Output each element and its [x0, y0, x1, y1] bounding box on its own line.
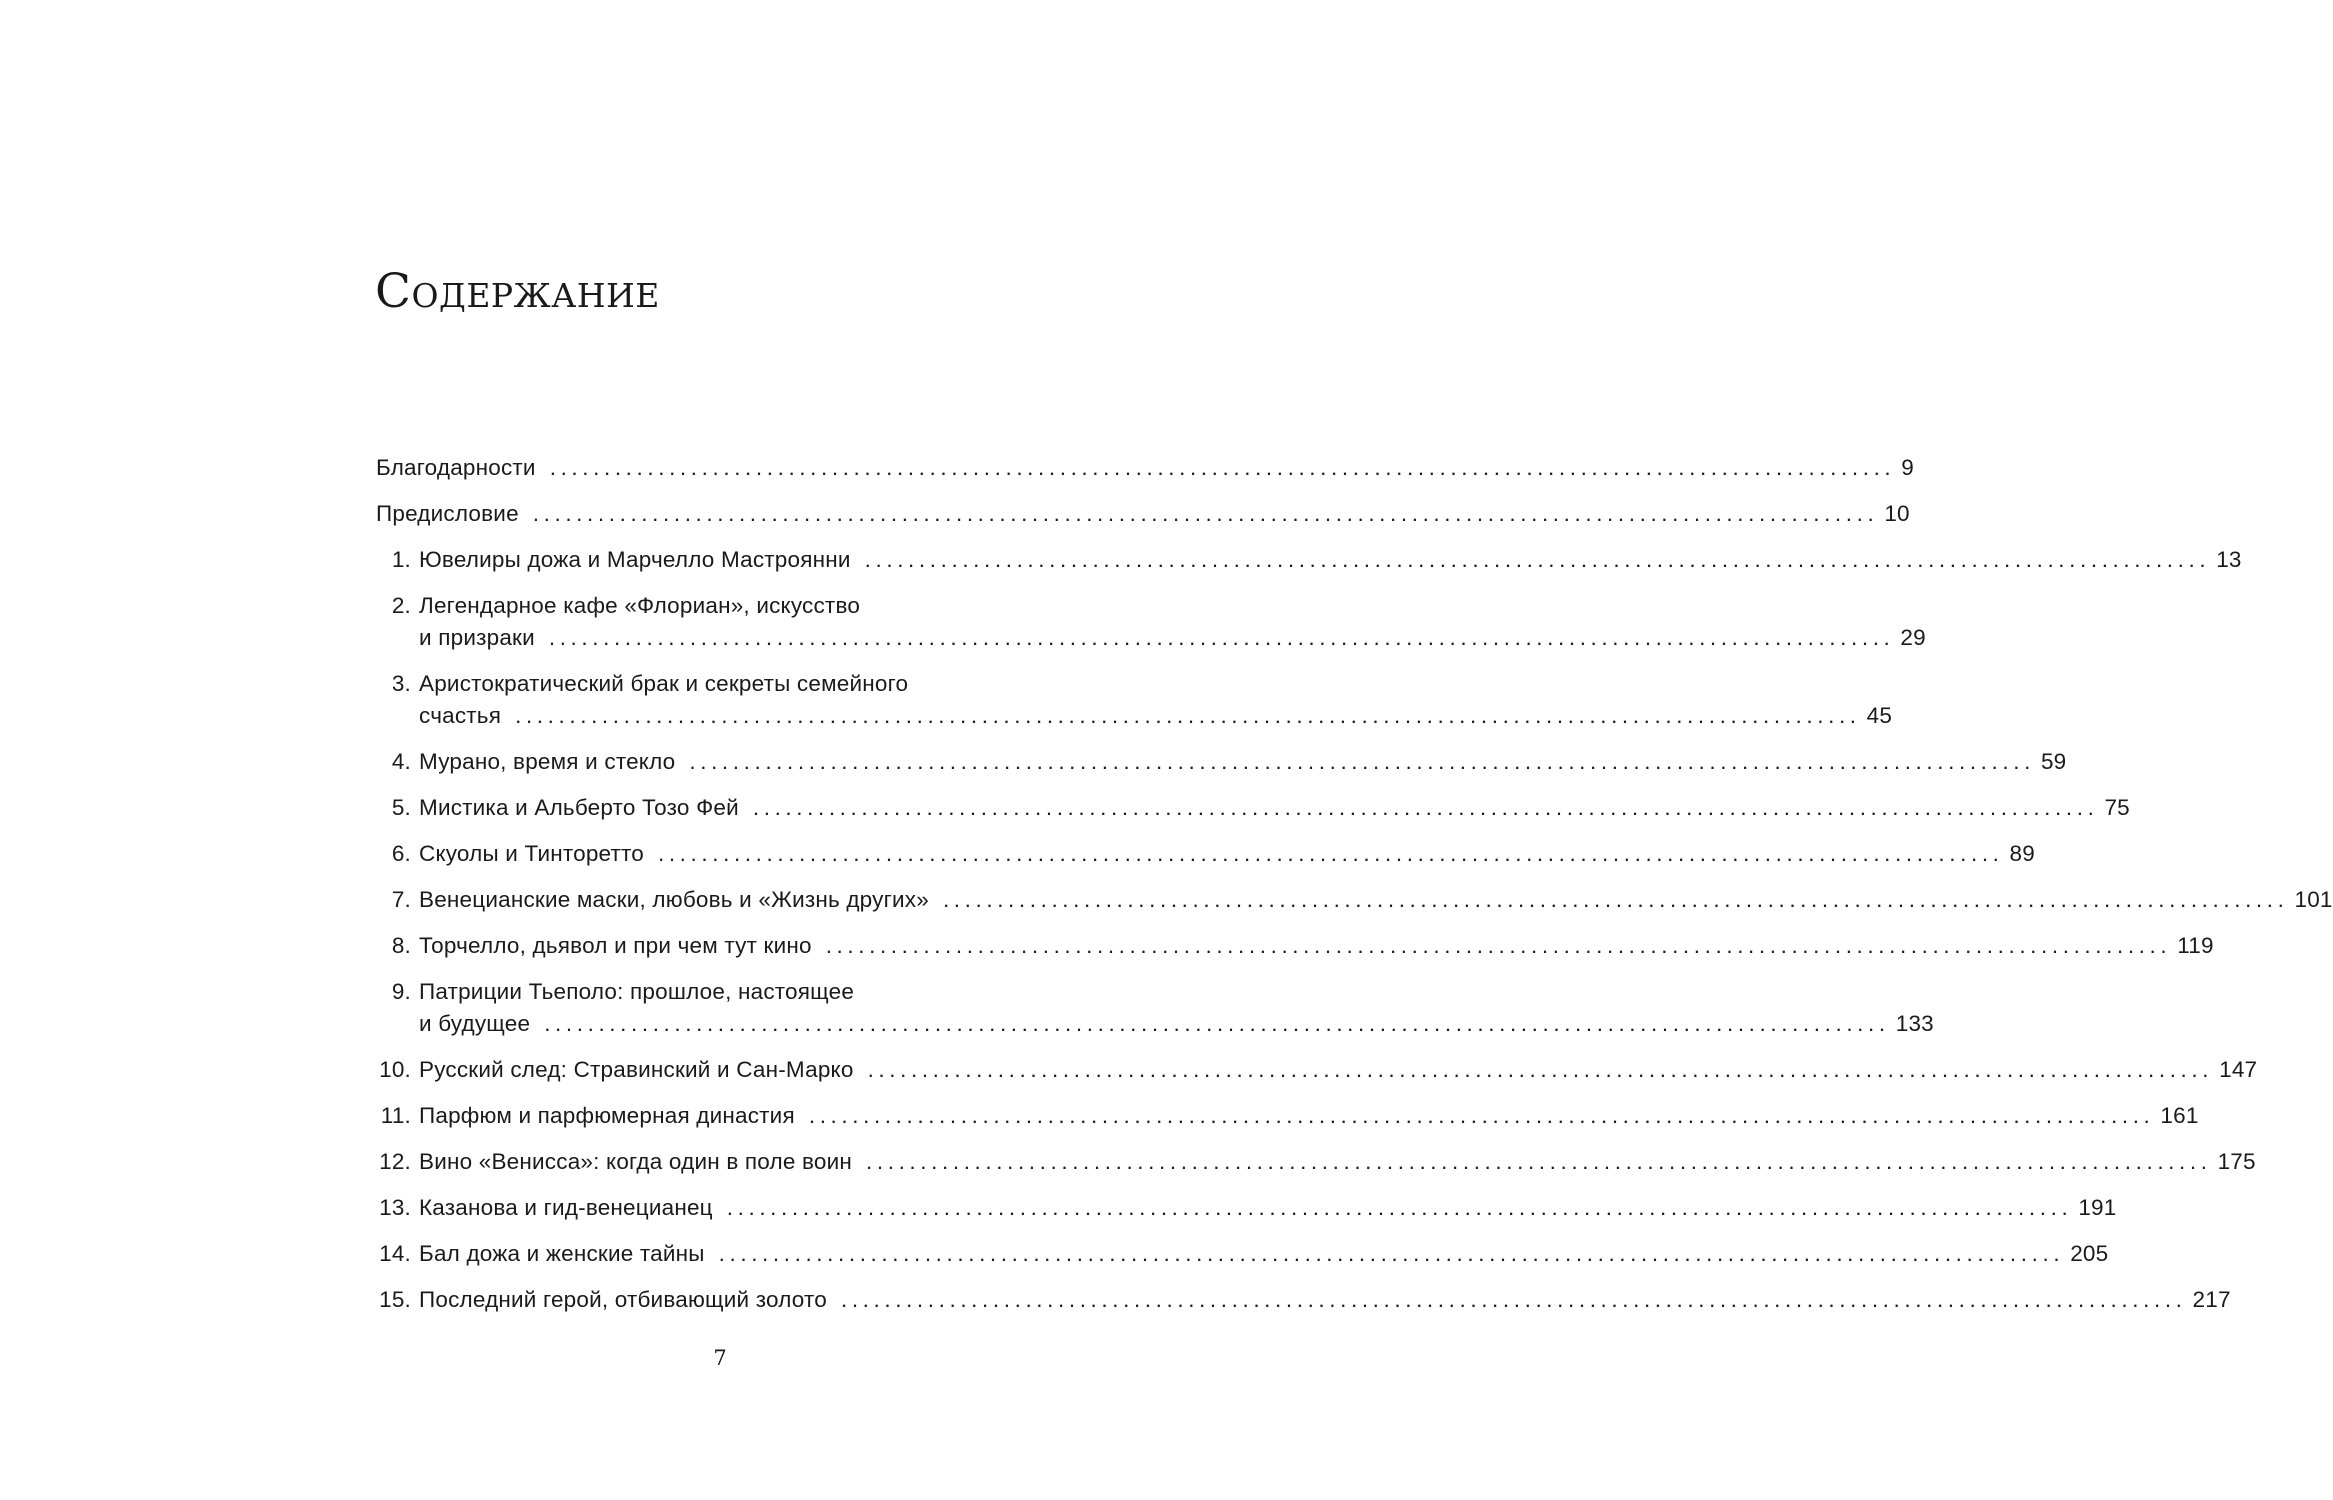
chapter-number: 5.: [391, 795, 411, 820]
chapter-number: 15.: [379, 1287, 411, 1312]
toc-entry-label: Скуолы и Тинторетто: [419, 841, 644, 866]
dot-leader: ............................................................................................................................: [532, 501, 1879, 526]
dot-leader: ............................................................................................................................: [548, 625, 1895, 650]
dot-leader: ............................................................................................................................: [515, 703, 1861, 728]
toc-entry-page: 205: [2070, 1241, 2109, 1266]
toc-entry-chapter-11[interactable]: [376, 1100, 2199, 1146]
chapter-number: 12.: [379, 1149, 411, 1174]
dot-leader: ............................................................................................................................: [825, 933, 2172, 958]
toc-entry-label: и будущее: [419, 1011, 531, 1036]
page-title: Содержание: [375, 264, 660, 319]
toc-entry-label: Бал дожа и женские тайны: [419, 1241, 705, 1266]
toc-entry-page: 89: [2009, 841, 2035, 866]
toc-entry-label: Парфюм и парфюмерная династия: [419, 1103, 795, 1128]
toc-entry-chapter-9[interactable]: [376, 976, 1934, 1054]
dot-leader: ............................................................................................................................: [866, 1149, 2212, 1174]
toc-entry-chapter-2[interactable]: [376, 590, 1926, 668]
chapter-number: 8.: [391, 933, 411, 958]
toc-entry-label: Казанова и гид-венецианец: [419, 1195, 713, 1220]
dot-leader: ............................................................................................................................: [726, 1195, 2073, 1220]
toc-entry-label: Торчелло, дьявол и при чем тут кино: [419, 933, 812, 958]
toc-entry-page: 119: [2177, 933, 2214, 958]
dot-leader: ............................................................................................................................: [657, 841, 2004, 866]
toc-entry-label: Предисловие: [376, 501, 519, 526]
dot-leader: ............................................................................................................................: [718, 1241, 2065, 1266]
toc-entry-chapter-6[interactable]: [376, 838, 2035, 884]
toc-entry-chapter-12[interactable]: [376, 1146, 2256, 1192]
toc-entry-page: 101: [2294, 887, 2333, 912]
toc-entry-label: Мурано, время и стекло: [419, 749, 676, 774]
chapter-number: 3.: [391, 671, 411, 696]
toc-entry-page: 147: [2219, 1057, 2258, 1082]
toc-entry-chapter-3[interactable]: [376, 668, 1893, 746]
toc-entry-page: 217: [2192, 1287, 2231, 1312]
toc-entry-page: 10: [1884, 501, 1910, 526]
chapter-number: 4.: [391, 749, 411, 774]
toc-entry-page: 29: [1900, 625, 1926, 650]
page-number: 7: [713, 1346, 727, 1370]
toc-entry-preface[interactable]: [376, 498, 1910, 544]
toc-entry-label-line1: Аристократический брак и секреты семейного: [419, 671, 909, 696]
dot-leader: ............................................................................................................................: [864, 547, 2211, 572]
dot-leader: ............................................................................................................................: [840, 1287, 2187, 1312]
toc-entry-page: 13: [2216, 547, 2242, 572]
toc-entry-chapter-14[interactable]: [376, 1238, 2109, 1284]
toc-entry-chapter-1[interactable]: [376, 544, 2242, 590]
chapter-number: 2.: [391, 593, 411, 618]
toc-entry-label: Мистика и Альберто Тозо Фей: [419, 795, 739, 820]
dot-leader: ............................................................................................................................: [867, 1057, 2214, 1082]
chapter-number: 6.: [391, 841, 411, 866]
dot-leader: ............................................................................................................................: [544, 1011, 1890, 1036]
toc-entry-label-line1: Патриции Тьеполо: прошлое, настоящее: [419, 979, 855, 1004]
dot-leader: ............................................................................................................................: [689, 749, 2035, 774]
dot-leader: ............................................................................................................................: [808, 1103, 2155, 1128]
toc-entry-page: 9: [1901, 455, 1914, 480]
chapter-number: 14.: [379, 1241, 411, 1266]
chapter-number: 11.: [380, 1103, 411, 1128]
toc-entry-label: Венецианские маски, любовь и «Жизнь других»: [419, 887, 929, 912]
toc-entry-label: и призраки: [419, 625, 535, 650]
toc-entry-label: счастья: [419, 703, 502, 728]
chapter-number: 9.: [391, 979, 411, 1004]
toc-entry-chapter-13[interactable]: [376, 1192, 2117, 1238]
toc-entry-page: 59: [2040, 749, 2067, 774]
toc-entry-label: Ювелиры дожа и Марчелло Мастроянни: [419, 547, 851, 572]
toc-entry-chapter-10[interactable]: [376, 1054, 2258, 1100]
chapter-number: 1.: [391, 547, 411, 572]
toc-entry-chapter-7[interactable]: [376, 884, 2333, 930]
toc-entry-chapter-4[interactable]: [376, 746, 2067, 792]
toc-entry-label: Последний герой, отбивающий золото: [419, 1287, 827, 1312]
toc-entry-page: 175: [2217, 1149, 2256, 1174]
toc-entry-label: Вино «Венисса»: когда один в поле воин: [419, 1149, 853, 1174]
toc-entry-label: Русский след: Стравинский и Сан-Марко: [419, 1057, 854, 1082]
dot-leader: ............................................................................................................................: [752, 795, 2099, 820]
toc-entry-chapter-15[interactable]: [376, 1284, 2231, 1330]
toc-entry-acknowledgements[interactable]: [376, 452, 1914, 498]
toc-entry-page: 45: [1866, 703, 1893, 728]
toc-entry-chapter-5[interactable]: [376, 792, 2130, 838]
toc-entry-page: 191: [2078, 1195, 2117, 1220]
toc-entry-page: 161: [2160, 1103, 2199, 1128]
table-of-contents: [376, 452, 2333, 1330]
dot-leader: ............................................................................................................................: [549, 455, 1896, 480]
toc-entry-page: 133: [1895, 1011, 1934, 1036]
toc-entry-label-line1: Легендарное кафе «Флориан», искусство: [419, 593, 861, 618]
chapter-number: 7.: [391, 887, 411, 912]
toc-entry-label: Благодарности: [376, 455, 536, 480]
toc-entry-chapter-8[interactable]: [376, 930, 2214, 976]
dot-leader: ............................................................................................................................: [942, 887, 2289, 912]
toc-entry-page: 75: [2104, 795, 2130, 820]
chapter-number: 10.: [379, 1057, 411, 1082]
chapter-number: 13.: [379, 1195, 411, 1220]
